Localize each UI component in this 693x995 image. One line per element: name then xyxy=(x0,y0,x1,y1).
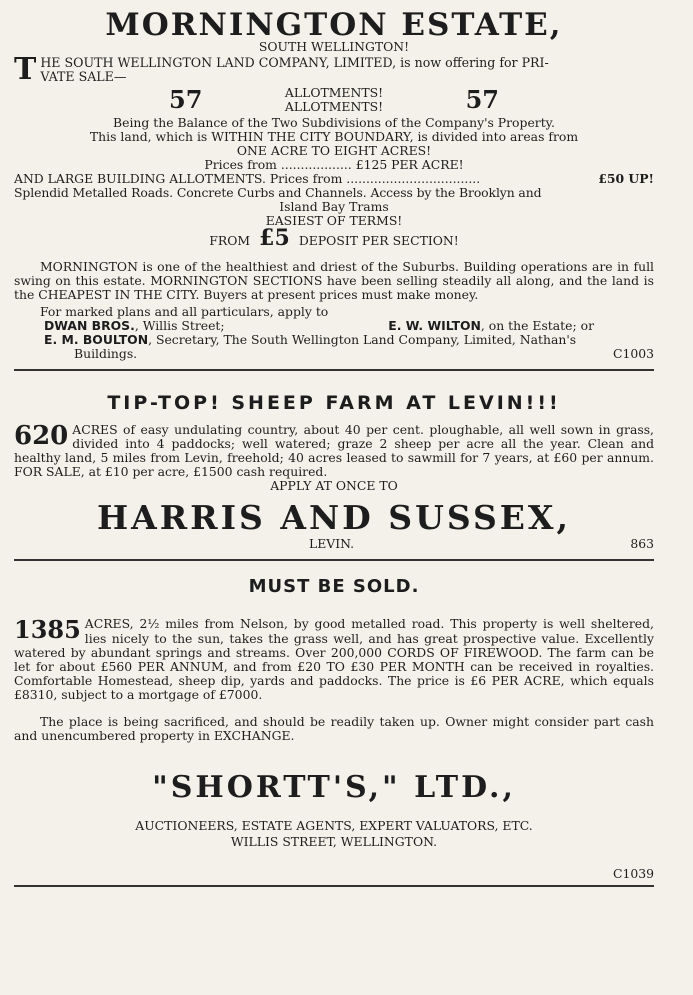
drop-cap: T xyxy=(14,56,37,84)
newspaper-page xyxy=(14,6,654,887)
agent-name: DWAN BROS. xyxy=(44,317,135,333)
ad-body xyxy=(14,617,654,702)
agent-address: , on the Estate; or xyxy=(480,317,594,333)
ad-code: 863 xyxy=(630,536,654,552)
ad-subtitle: SOUTH WELLINGTON! xyxy=(258,39,410,54)
agents-line-1 xyxy=(14,319,654,333)
ad-line: ONE ACRE TO EIGHT ACRES! xyxy=(236,143,432,158)
allotment-count-right: 57 xyxy=(465,85,499,114)
allotments-label: ALLOTMENTS! xyxy=(284,85,384,100)
firm-name: "SHORTT'S," LTD., xyxy=(152,770,516,806)
must-be-sold-ad xyxy=(14,575,654,881)
allotments-label: ALLOTMENTS! xyxy=(284,99,384,114)
ad-line: EASIEST OF TERMS! xyxy=(265,213,403,228)
acre-count: 1385 xyxy=(14,617,81,645)
agent-name: E. M. BOULTON xyxy=(44,331,149,347)
ad-text-2: The place is being sacrificed, and should be readily taken up. Owner might consider part cash and unencumbered property in EXCHANGE. xyxy=(14,713,654,743)
deposit-row xyxy=(14,225,654,251)
mornington-estate-ad xyxy=(14,6,654,361)
deposit-amount: £5 xyxy=(259,225,290,251)
allotment-count-left: 57 xyxy=(169,85,203,114)
acre-count: 620 xyxy=(14,422,69,451)
ad-title: MORNINGTON ESTATE, xyxy=(105,7,563,43)
ad-line: Prices from .................. £125 PER ACRE! xyxy=(204,157,464,172)
divider xyxy=(14,559,654,561)
intro xyxy=(14,56,654,84)
firm-name: HARRIS AND SUSSEX, xyxy=(96,498,572,538)
firm-roles: AUCTIONEERS, ESTATE AGENTS, EXPERT VALUATORS, ETC. xyxy=(135,818,533,834)
ad-text: ACRES, 2½ miles from Nelson, by good metalled road. This property is well sheltered, lies nicely to the sun, takes the grass well, and has great prospective value. Excellently watered by abundant springs and streams. Over 200,000 CORDS OF FIREWOOD. The farm can be let for about £560 PER ANNUM, and from £20 TO £30 PER MONTH can be received in royalties. Comfortable Homestead, sheep dip, yards and paddocks. The price is £6 PER ACRE, which equals £8310, subject to a mortgage of £7000. xyxy=(14,617,654,703)
intro-line: HE SOUTH WELLINGTON LAND COMPANY, LIMITED, is now offering for PRI- xyxy=(40,56,549,70)
ad-line: AND LARGE BUILDING ALLOTMENTS. Prices from .................................. xyxy=(14,171,481,186)
ad-code: C1039 xyxy=(612,866,654,882)
deposit-label: DEPOSIT PER SECTION! xyxy=(298,233,459,248)
ad-text: ACRES of easy undulating country, about 40 per cent. ploughable, all well sown in grass, divided into 4 paddocks; well watered; graze 2 sheep per acre all the year. Clean and healthy land, 5 miles from Levin, freehold; 40 acres leased to sawmill for 7 years, at £60 per annum. FOR SALE, at £10 per acre, £1500 cash required. xyxy=(14,422,654,480)
ad-line: Island Bay Trams xyxy=(279,199,389,214)
apply-line: APPLY AT ONCE TO xyxy=(270,478,398,494)
agents-line-2 xyxy=(14,333,654,347)
ad-line: This land, which is WITHIN THE CITY BOUNDARY, is divided into areas from xyxy=(89,129,579,144)
ad-title: MUST BE SOLD. xyxy=(248,576,420,598)
agent-address: Buildings. xyxy=(74,345,138,361)
ad-line: Being the Balance of the Two Subdivisions of the Company's Property. xyxy=(113,115,555,130)
allotments-stack xyxy=(285,86,383,114)
ad-code: C1003 xyxy=(612,345,654,361)
large-allotments-row xyxy=(14,172,654,186)
firm-address: WILLIS STREET, WELLINGTON. xyxy=(230,834,438,850)
ad-line: Splendid Metalled Roads. Concrete Curbs and Channels. Access by the Brooklyn and xyxy=(14,185,542,200)
divider xyxy=(14,885,654,887)
price-from: £50 UP! xyxy=(598,171,654,186)
ad-title: TIP-TOP! SHEEP FARM AT LEVIN!!! xyxy=(107,391,561,414)
description-paragraph: MORNINGTON is one of the healthiest and driest of the Suburbs. Building operations are in full swing on this estate. MORNINGTON SECTIONS have been selling steadily all along, and the land is the CHEAPEST IN THE CITY. Buyers at present prices must make money. xyxy=(14,259,654,303)
agent-address: , Secretary, The South Wellington Land Company, Limited, Nathan's xyxy=(148,331,577,347)
apply-line: For marked plans and all particulars, apply to xyxy=(40,303,329,319)
agents-line-3 xyxy=(14,347,654,361)
sheep-farm-ad xyxy=(14,391,654,552)
deposit-from: FROM xyxy=(209,233,251,248)
divider xyxy=(14,369,654,371)
intro-line: VATE SALE— xyxy=(40,69,127,84)
firm-location: LEVIN. xyxy=(309,536,355,552)
allotments-row xyxy=(169,86,499,114)
ad-body xyxy=(14,423,654,480)
agent-name: E. W. WILTON xyxy=(388,317,481,333)
location-row xyxy=(14,537,654,551)
agent-address: , Willis Street; xyxy=(134,317,225,333)
